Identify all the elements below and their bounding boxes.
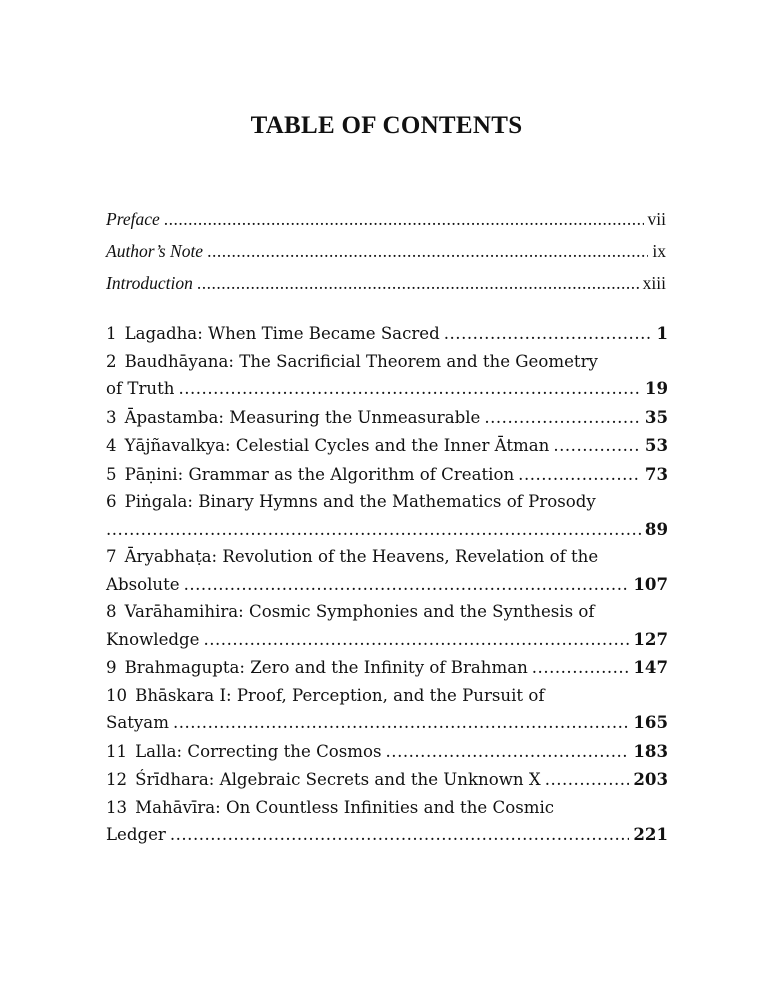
toc-line	[106, 375, 668, 402]
toc-line	[106, 626, 668, 653]
toc-line	[106, 738, 668, 765]
chapter-number: 8	[106, 602, 117, 621]
chapter-entry	[106, 404, 668, 431]
page-number: 203	[633, 769, 668, 789]
toc-line	[106, 683, 668, 710]
toc-line	[106, 235, 666, 267]
page-number: 221	[633, 824, 668, 844]
chapter-title: Baudhāyana: The Sacrificial Theorem and the Geometry	[124, 351, 598, 371]
page-number: xiii	[642, 273, 666, 293]
chapter-number: 9	[106, 658, 117, 677]
chapter-number: 1	[106, 324, 117, 343]
toc-line	[106, 404, 668, 431]
dot-leader	[184, 572, 630, 599]
page-number: 73	[644, 463, 668, 484]
toc-line	[106, 267, 666, 299]
chapter-title: Brahmagupta: Zero and the Infinity of Brahman	[124, 658, 528, 677]
page-number: 89	[644, 518, 668, 539]
chapter-title-continued: Knowledge	[106, 629, 200, 649]
page-number: 107	[633, 573, 668, 594]
chapter-number: 11	[106, 741, 128, 761]
dot-leader	[170, 822, 630, 849]
chapter-list	[106, 320, 668, 850]
page-number: 1	[656, 323, 668, 343]
chapter-entry	[106, 432, 668, 459]
chapter-title: Mahāvīra: On Countless Infinities and the Cosmic	[135, 797, 555, 817]
toc-line	[106, 795, 668, 822]
chapter-title: Āryabhaṭa: Revolution of the Heavens, Revelation of the	[124, 547, 599, 566]
page-number: 35	[644, 406, 668, 427]
toc-line	[106, 489, 668, 516]
dot-leader	[178, 376, 640, 403]
chapter-number: 7	[106, 547, 117, 566]
entry-title: Introduction	[106, 273, 193, 293]
chapter-entry	[106, 795, 668, 848]
chapter-number: 12	[106, 770, 128, 789]
chapter-entry	[106, 766, 668, 793]
chapter-title: Āpastamba: Measuring the Unmeasurable	[124, 407, 481, 427]
entry-title: Preface	[106, 209, 160, 229]
dot-leader	[532, 655, 630, 682]
dot-leader	[386, 739, 630, 766]
page-number: 53	[644, 435, 668, 455]
chapter-title-continued: Ledger	[106, 825, 166, 844]
chapter-entry	[106, 544, 668, 597]
toc-line	[106, 320, 668, 347]
chapter-number: 5	[106, 464, 117, 484]
page-number: ix	[652, 241, 666, 261]
chapter-entry	[106, 738, 668, 765]
chapter-title-continued: Satyam	[106, 713, 169, 732]
chapter-entry	[106, 349, 668, 402]
page-number: vii	[647, 209, 666, 229]
chapter-entry	[106, 683, 668, 736]
toc-line	[106, 203, 666, 235]
chapter-entry	[106, 599, 668, 652]
entry-title: Author’s Note	[106, 241, 204, 261]
chapter-title: Lalla: Correcting the Cosmos	[135, 741, 382, 761]
front-matter-list	[106, 203, 666, 299]
chapter-number: 2	[106, 351, 117, 371]
chapter-number: 10	[106, 685, 128, 705]
page-number: 127	[633, 628, 668, 649]
chapter-title: Pāṇini: Grammar as the Algorithm of Creation	[124, 464, 515, 484]
toc-line	[106, 599, 668, 626]
page-title: TABLE OF CONTENTS	[250, 112, 523, 139]
dot-leader	[484, 405, 641, 432]
toc-line	[106, 821, 668, 848]
chapter-title: Piṅgala: Binary Hymns and the Mathematics of Prosody	[124, 492, 596, 511]
chapter-title-continued: Absolute	[106, 574, 180, 594]
toc-line	[106, 709, 668, 736]
toc-line	[106, 516, 668, 543]
chapter-title-continued: of Truth	[106, 379, 175, 398]
front-matter-entry	[106, 203, 666, 235]
chapter-entry	[106, 320, 668, 347]
chapter-title: Śrīdhara: Algebraic Secrets and the Unknown X	[135, 770, 541, 789]
front-matter-entry	[106, 235, 666, 267]
chapter-number: 4	[106, 436, 117, 455]
toc-line	[106, 654, 668, 681]
chapter-entry	[106, 489, 668, 542]
dot-leader	[545, 767, 630, 794]
toc-line	[106, 349, 668, 376]
chapter-entry	[106, 461, 668, 488]
page-number: 165	[633, 712, 668, 732]
front-matter-entry	[106, 267, 666, 299]
chapter-entry	[106, 654, 668, 681]
dot-leader	[173, 710, 629, 737]
chapter-title: Varāhamihira: Cosmic Symphonies and the Synthesis of	[124, 602, 595, 621]
dot-leader	[444, 321, 653, 348]
chapter-number: 6	[106, 492, 117, 511]
toc-line	[106, 766, 668, 793]
toc-line	[106, 432, 668, 459]
dot-leader	[164, 203, 644, 235]
toc-line	[106, 571, 668, 598]
chapter-number: 13	[106, 797, 128, 817]
chapter-title: Lagadha: When Time Became Sacred	[124, 324, 440, 343]
dot-leader	[106, 517, 641, 544]
chapter-title: Bhāskara I: Proof, Perception, and the Pursuit of	[135, 685, 545, 705]
page-number: 19	[644, 378, 668, 398]
page-number: 183	[633, 740, 668, 761]
dot-leader	[207, 235, 648, 267]
chapter-number: 3	[106, 407, 117, 427]
toc-line	[106, 544, 668, 571]
chapter-title: Yājñavalkya: Celestial Cycles and the Inner Ātman	[124, 436, 550, 455]
page-number: 147	[633, 657, 668, 677]
dot-leader	[203, 627, 629, 654]
toc-line	[106, 461, 668, 488]
dot-leader	[518, 462, 641, 489]
dot-leader	[553, 433, 641, 460]
dot-leader	[197, 267, 639, 299]
